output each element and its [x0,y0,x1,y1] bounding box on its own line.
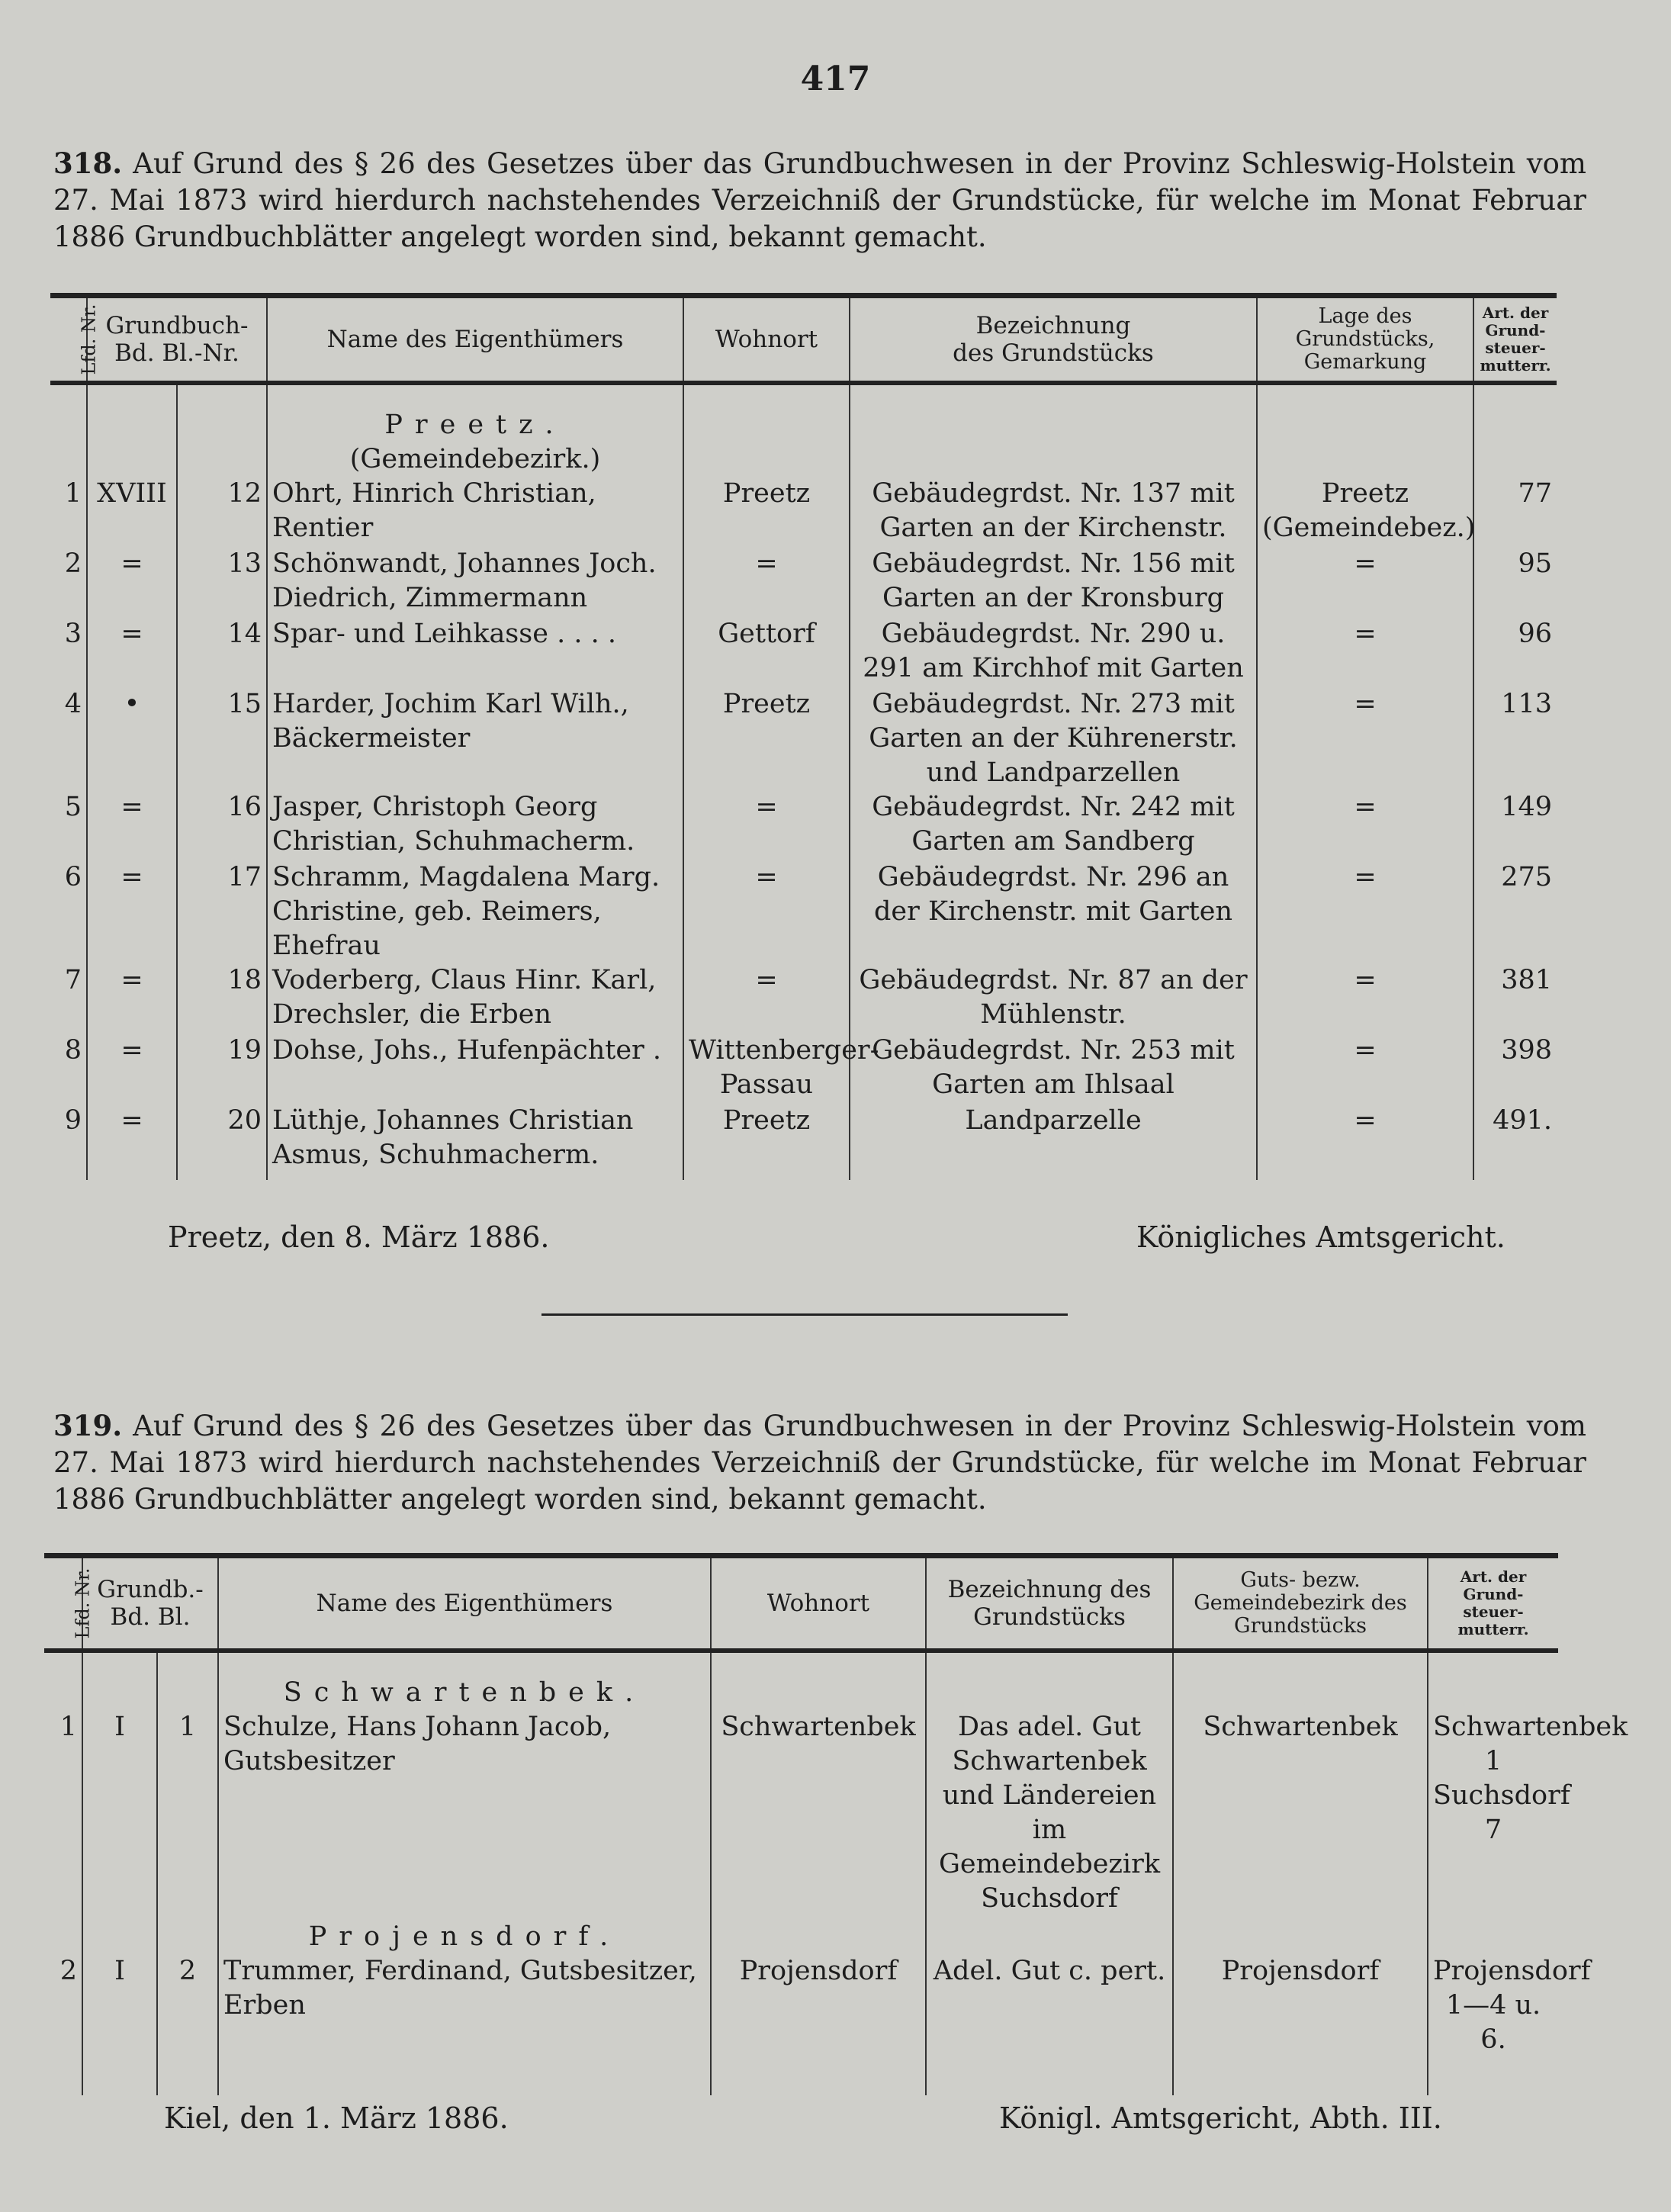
table-row: 8 = 19 Dohse, Johs., Hufenpächter . Wittenberger-Passau Gebäudegrdst. Nr. 253 mit Garten am Ihlsaal = 398 [50,1034,1557,1104]
s318-header-grundbuch: Grundbuch- Bd. Bl.-Nr. [87,296,267,383]
table-row: 1 XVIII 12 Ohrt, Hinrich Christian, Rentier Preetz Gebäudegrdst. Nr. 137 mit Garten an der Kirchenstr. Preetz (Gemeindebez.) 77 [50,477,1557,547]
section-divider [541,1313,1068,1316]
s319-municipality: Projensdorf. [308,1921,621,1952]
page-number: 417 [800,59,871,98]
s319-header-lfd: Lfd. Nr. [44,1556,82,1651]
s319-header-guts: Guts- bezw. Gemeindebezirk des Grundstücks [1173,1556,1428,1651]
table-row: 7 = 18 Voderberg, Claus Hinr. Karl, Drechsler, die Erben = Gebäudegrdst. Nr. 87 an der Mühlenstr. = 381 [50,963,1557,1034]
s319-municipality-row [44,1651,1558,1710]
s318-municipality: Preetz. [384,409,566,440]
s319-header-wohnort: Wohnort [711,1556,926,1651]
s318-header-name: Name des Eigenthümers [267,296,683,383]
s319-table [44,1553,1628,2095]
s318-intro-paragraph [53,145,1586,256]
table-row: 3 = 14 Spar- und Leihkasse . . . . Gettorf Gebäudegrdst. Nr. 290 u. 291 am Kirchhof mit Garten = 96 [50,617,1557,687]
s318-municipality-row [50,383,1557,477]
s319-municipality-row [44,1920,1558,1954]
table-row: 9 = 20 Lüthje, Johannes Christian Asmus, Schuhmacherm. Preetz Landparzelle = 491. [50,1104,1557,1180]
s318-header-wohnort: Wohnort [683,296,850,383]
table-row: 6 = 17 Schramm, Magdalena Marg. Christine, geb. Reimers, Ehefrau = Gebäudegrdst. Nr. 296 an der Kirchenstr. mit Garten = 275 [50,860,1557,963]
s319-header-grundbuch: Grundb.- Bd. Bl. [82,1556,218,1651]
table-row: 4 • 15 Harder, Jochim Karl Wilh., Bäckermeister Preetz Gebäudegrdst. Nr. 273 mit Garten an der Kührenerstr. und Landparzellen = 113 [50,687,1557,790]
table-row: 2 = 13 Schönwandt, Johannes Joch. Diedrich, Zimmermann = Gebäudegrdst. Nr. 156 mit Garten an der Kronsburg = 95 [50,547,1557,617]
s318-number: 318. [53,146,123,180]
s319-number: 319. [53,1409,123,1442]
s319-header-bezeichnung: Bezeichnung des Grundstücks [926,1556,1173,1651]
s318-municipality-sub: (Gemeindebezirk.) [349,443,601,474]
table-row: 5 = 16 Jasper, Christoph Georg Christian, Schuhmacherm. = Gebäudegrdst. Nr. 242 mit Garten am Sandberg = 149 [50,790,1557,860]
s318-header-lfd: Lfd. Nr. [50,296,87,383]
s318-intro-text: Auf Grund des § 26 des Gesetzes über das Grundbuchwesen in der Provinz Schleswig-Holstein vom 27. Mai 1873 wird hierdurch nachstehendes Verzeichniß der Grundstücke, für welche im Monat Februar 1886 Grundbuchblätter angelegt worden sind, bekannt gemacht. [53,147,1586,253]
s319-header-name: Name des Eigenthümers [218,1556,711,1651]
table-row: 2 I 2 Trummer, Ferdinand, Gutsbesitzer, Erben Projensdorf Adel. Gut c. pert. Projensdorf Projensdorf 1—4 u. 6. [44,1954,1558,2095]
s318-header-art: Art. der Grund- steuer- mutterr. [1473,296,1557,383]
s319-intro-paragraph [53,1407,1586,1518]
s318-table [50,293,1557,1180]
s318-place-date: Preetz, den 8. März 1886. [168,1220,550,1254]
s319-court: Königl. Amtsgericht, Abth. III. [999,2101,1442,2135]
s318-header-bezeichnung: Bezeichnung des Grundstücks [850,296,1257,383]
s318-court: Königliches Amtsgericht. [1136,1220,1506,1254]
s319-municipality: Schwartenbek. [283,1677,646,1708]
s318-header-lage: Lage des Grundstücks, Gemarkung [1257,296,1473,383]
table-row: 1 I 1 Schulze, Hans Johann Jacob, Gutsbesitzer Schwartenbek Das adel. Gut Schwartenbek und Ländereien im Gemeindebezirk Suchsdorf Schwartenbek Schwartenbek 1 Suchsdorf 7 [44,1710,1558,1920]
s319-place-date: Kiel, den 1. März 1886. [164,2101,509,2135]
s319-intro-text: Auf Grund des § 26 des Gesetzes über das Grundbuchwesen in der Provinz Schleswig-Holstein vom 27. Mai 1873 wird hierdurch nachstehendes Verzeichniß der Grundstücke, für welche im Monat Februar 1886 Grundbuchblätter angelegt worden sind, bekannt gemacht. [53,1410,1586,1516]
s319-header-art: Art. der Grund- steuer- mutterr. [1428,1556,1558,1651]
